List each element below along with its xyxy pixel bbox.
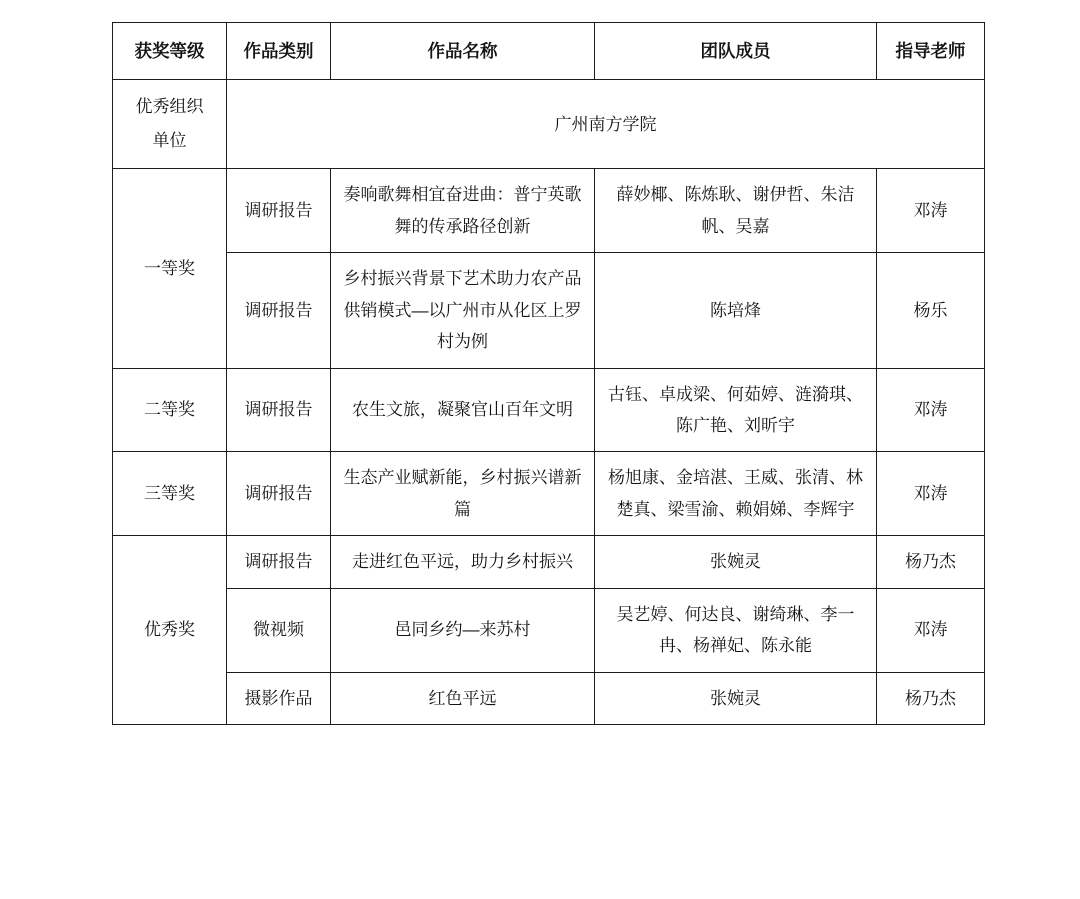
cell-team-members: 杨旭康、金培湛、王威、张清、林楚真、梁雪渝、赖娟娣、李辉宇	[595, 452, 877, 536]
cell-award-level	[113, 80, 227, 169]
cell-advisor: 邓涛	[877, 452, 985, 536]
cell-work-name: 邑同乡约—来苏村	[331, 588, 595, 672]
cell-organization-name: 广州南方学院	[227, 80, 985, 169]
cell-advisor: 杨乐	[877, 253, 985, 368]
table-row	[113, 253, 985, 368]
cell-advisor: 杨乃杰	[877, 672, 985, 724]
cell-team-members: 薛妙椰、陈炼耿、谢伊哲、朱洁帆、吴嘉	[595, 169, 877, 253]
table-row	[113, 672, 985, 724]
table-header-row	[113, 23, 985, 80]
cell-work-category: 调研报告	[227, 452, 331, 536]
level-line-1: 优秀组织	[135, 97, 204, 117]
cell-work-category: 调研报告	[227, 368, 331, 452]
cell-team-members: 古钰、卓成梁、何茹婷、涟漪琪、陈广艳、刘昕宇	[595, 368, 877, 452]
cell-team-members: 张婉灵	[595, 672, 877, 724]
header-award-level: 获奖等级	[113, 23, 227, 80]
cell-work-name: 生态产业赋新能，乡村振兴谱新篇	[331, 452, 595, 536]
cell-work-category: 微视频	[227, 588, 331, 672]
table-row	[113, 452, 985, 536]
header-team-members: 团队成员	[595, 23, 877, 80]
award-results-table	[112, 22, 985, 725]
cell-award-level: 一等奖	[113, 169, 227, 368]
cell-team-members: 张婉灵	[595, 536, 877, 588]
level-line-2: 单位	[152, 131, 187, 151]
cell-work-name: 走进红色平远，助力乡村振兴	[331, 536, 595, 588]
cell-work-category: 调研报告	[227, 253, 331, 368]
cell-advisor: 邓涛	[877, 588, 985, 672]
cell-advisor: 邓涛	[877, 368, 985, 452]
cell-advisor: 杨乃杰	[877, 536, 985, 588]
cell-work-category: 调研报告	[227, 536, 331, 588]
cell-work-name: 农生文旅，凝聚官山百年文明	[331, 368, 595, 452]
table-header	[113, 23, 985, 80]
cell-advisor: 邓涛	[877, 169, 985, 253]
cell-work-category: 调研报告	[227, 169, 331, 253]
table-row	[113, 169, 985, 253]
table-body	[113, 80, 985, 725]
cell-work-name: 红色平远	[331, 672, 595, 724]
cell-award-level: 三等奖	[113, 452, 227, 536]
table-row	[113, 80, 985, 169]
cell-award-level: 优秀奖	[113, 536, 227, 725]
table-row	[113, 536, 985, 588]
cell-work-category: 摄影作品	[227, 672, 331, 724]
cell-work-name: 奏响歌舞相宜奋进曲：普宁英歌舞的传承路径创新	[331, 169, 595, 253]
header-work-name: 作品名称	[331, 23, 595, 80]
cell-team-members: 吴艺婷、何达良、谢绮琳、李一冉、杨禅妃、陈永能	[595, 588, 877, 672]
header-work-category: 作品类别	[227, 23, 331, 80]
cell-team-members: 陈培烽	[595, 253, 877, 368]
cell-work-name: 乡村振兴背景下艺术助力农产品供销模式—以广州市从化区上罗村为例	[331, 253, 595, 368]
table-row	[113, 368, 985, 452]
table-row	[113, 588, 985, 672]
header-advisor: 指导老师	[877, 23, 985, 80]
cell-award-level: 二等奖	[113, 368, 227, 452]
